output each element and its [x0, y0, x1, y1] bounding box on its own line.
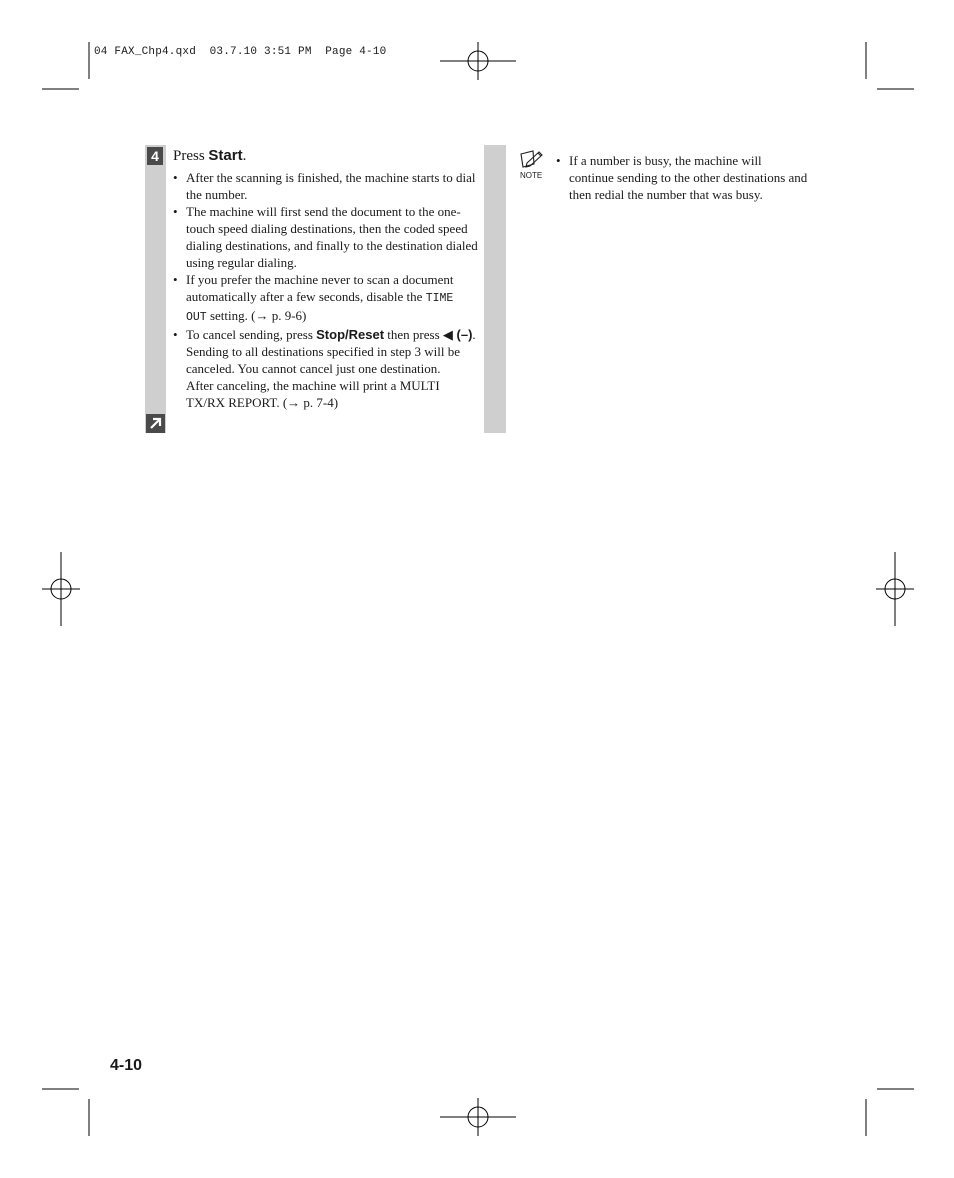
- note-label: NOTE: [520, 171, 543, 180]
- file-slug-line: 04 FAX_Chp4.qxd 03.7.10 3:51 PM Page 4-10: [94, 46, 387, 58]
- bullet-scan-finished: • After the scanning is finished, the machine starts to dial the number.: [173, 169, 478, 203]
- bullet-send-order: • The machine will first send the document to the one-touch speed dialing destinations, then the coded speed dialing destinations, and finally to the destination dialed using regular dialing.: [173, 203, 478, 271]
- step-tail: .: [242, 148, 247, 164]
- step-margin-bar: [145, 145, 166, 433]
- left-minus-key: ◀ (–): [442, 327, 473, 342]
- pencil-note-icon: [518, 148, 546, 170]
- time-out-setting: TIME OUT: [186, 292, 454, 324]
- cancel-text-mid: then press: [384, 327, 443, 342]
- note-margin-bar: [484, 145, 506, 433]
- start-key-label: Start: [208, 147, 243, 164]
- stop-reset-key: Stop/Reset: [316, 327, 385, 342]
- note-content: [556, 152, 808, 203]
- step-lead: Press: [173, 148, 209, 164]
- bullet-cancel: [173, 326, 478, 411]
- continue-arrow-icon: [146, 414, 165, 433]
- step-number: 4: [147, 147, 163, 165]
- cancel-text-pre: To cancel sending, press: [186, 327, 317, 342]
- step-heading: [173, 147, 246, 165]
- time-out-text-post: setting. (→ p. 9-6): [206, 308, 307, 323]
- note-busy-number: • If a number is busy, the machine will continue sending to the other destinations and then redial the number that was busy.: [556, 152, 808, 203]
- cancel-report-text: After canceling, the machine will print a MULTI TX/RX REPORT. (→ p. 7-4): [186, 378, 440, 410]
- diagonal-arrow-icon: [146, 414, 165, 433]
- step-details: [173, 169, 478, 411]
- bullet-time-out: [173, 271, 478, 326]
- time-out-text-pre: If you prefer the machine never to scan a document automatically after a few seconds, disable the: [186, 272, 454, 304]
- cancel-text-post: . Sending to all destinations specified in step 3 will be canceled. You cannot cancel just one destination.: [186, 327, 476, 376]
- page-number: 4-10: [110, 1057, 143, 1074]
